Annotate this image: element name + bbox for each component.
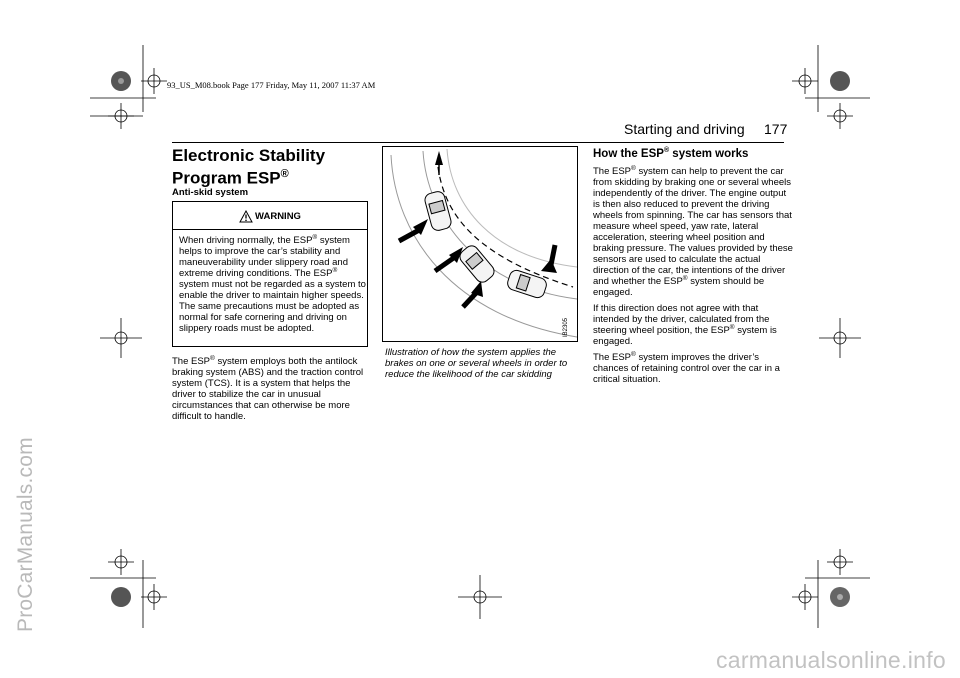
- paragraph-1: The ESP® system can help to prevent the car from skidding by braking one or several wheels independently of the driver. The engine output is then also reduced to prevent the driving wheels from spinning. The car has sensors that measure wheel speed, yaw rate, lateral acceleration, steering wheel position and braking pressure. The values provided by these sensors are used to calculate the actual direction of the car, the intentions of the driver and whether the ESP® system should be engaged.: [593, 164, 793, 298]
- paragraph-2: If this direction does not agree with that intended by the driver, calculated from the steering wheel position, the ESP® system is engaged.: [593, 303, 777, 347]
- bottom-watermark: carmanualsonline.info: [715, 647, 946, 673]
- esp-illustration: [382, 146, 578, 342]
- section-heading: How the ESP® system works: [593, 147, 749, 160]
- car-1: [423, 190, 452, 232]
- intro-paragraph: The ESP® system employs both the antilock braking system (ABS) and the traction control system (TCS). It is a system that helps the driver to stabilize the car in unusual circumstances that can otherwise be more difficult to handle.: [172, 354, 364, 422]
- running-header-section: Starting and driving: [624, 121, 745, 137]
- page-number: 177: [764, 121, 788, 137]
- side-watermark-text: ProCarManuals.com: [14, 437, 37, 632]
- subheading: Anti-skid system: [172, 187, 249, 198]
- warning-box: [172, 201, 368, 347]
- illustration-caption: Illustration of how the system applies the brakes on one or several wheels in order to reduce the likelihood of the car skidding: [385, 347, 568, 380]
- warning-text: When driving normally, the ESP® system helps to improve the car’s stability and maneuverability under slippery road and extreme driving conditions. The ESP® system must not be regarded as a system to enable the driver to maintain higher speeds. The same precautions must be adopted as normal for safe cornering and driving on slippery roads must be adopted.: [179, 233, 366, 334]
- right-column-text: [593, 166, 793, 390]
- car-3: [506, 269, 548, 300]
- page-title: Electronic Stability Program ESP®: [172, 146, 326, 188]
- curve-illustration: [383, 147, 577, 341]
- book-metadata-line: 93_US_M08.book Page 177 Friday, May 11, 2007 11:37 AM: [167, 80, 376, 90]
- warning-triangle-icon: [239, 210, 253, 223]
- warning-heading: WARNING: [173, 210, 367, 223]
- svg-text:IB2305: IB2305: [563, 317, 569, 337]
- header-rule: [172, 142, 784, 143]
- paragraph-3: The ESP® system improves the driver’s chances of retaining control over the car in a critical situation.: [593, 350, 780, 385]
